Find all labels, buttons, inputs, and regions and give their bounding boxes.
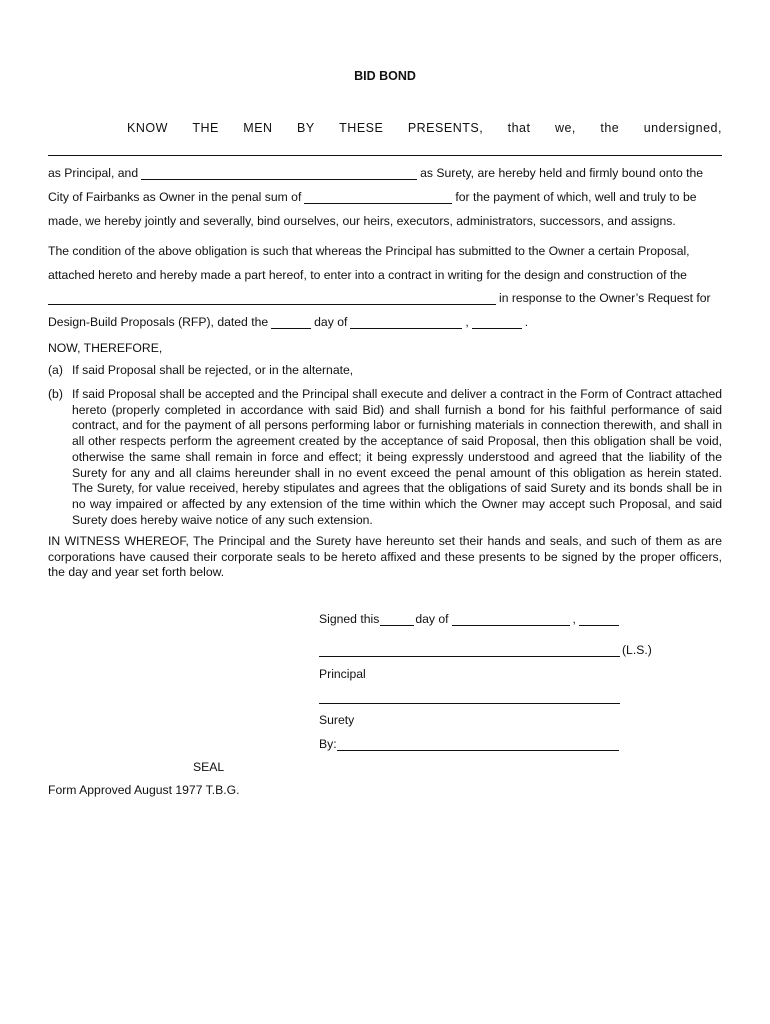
comma-text: , bbox=[465, 315, 469, 329]
intro-line bbox=[127, 121, 722, 135]
project-name-blank[interactable] bbox=[48, 292, 496, 305]
intro-word: BY bbox=[297, 121, 315, 135]
undersigned-blank-line[interactable] bbox=[48, 145, 722, 156]
by-signature-blank[interactable] bbox=[337, 738, 619, 751]
intro-word: undersigned, bbox=[643, 121, 722, 135]
signed-day-of-text: day of bbox=[415, 612, 449, 626]
principal-text: as Principal, and bbox=[48, 166, 139, 180]
seal-label: SEAL bbox=[193, 760, 225, 774]
signed-comma-text: , bbox=[572, 612, 576, 626]
intro-word: MEN bbox=[243, 121, 273, 135]
condition-text: The condition of the above obligation is such that whereas the Principal has submitted to the Owner a certain Proposal, bbox=[48, 244, 690, 258]
condition-line bbox=[48, 244, 722, 258]
now-therefore-line bbox=[48, 341, 722, 355]
dated-month-blank[interactable] bbox=[350, 316, 462, 329]
intro-word: THESE bbox=[339, 121, 384, 135]
penal-sum-line bbox=[48, 190, 722, 204]
now-therefore-text: NOW, THEREFORE, bbox=[48, 341, 163, 355]
dated-day-blank[interactable] bbox=[271, 316, 311, 329]
item-b-label: (b) bbox=[48, 387, 63, 401]
witness-paragraph: IN WITNESS WHEREOF, The Principal and the Surety have hereunto set their hands and seals, and such of them as are corporations have caused their corporate seals to be hereto affixed and these presents to be signed by the proper officers, the day and year set forth below. bbox=[48, 534, 722, 580]
surety-label: Surety bbox=[319, 713, 355, 727]
dated-year-blank[interactable] bbox=[472, 316, 522, 329]
document-title: BID BOND bbox=[354, 69, 416, 83]
day-of-text: day of bbox=[314, 315, 348, 329]
signed-text: Signed this bbox=[319, 612, 380, 626]
surety-signature-line[interactable] bbox=[319, 693, 620, 704]
principal-signature-line[interactable] bbox=[319, 646, 620, 657]
ls-label: (L.S.) bbox=[622, 643, 652, 657]
by-line bbox=[319, 737, 621, 751]
signed-year-blank[interactable] bbox=[579, 613, 619, 626]
principal-name-blank[interactable] bbox=[141, 167, 417, 180]
intro-word: we, bbox=[554, 121, 576, 135]
made-line bbox=[48, 214, 722, 228]
condition-item-b bbox=[48, 387, 722, 528]
item-a-label: (a) bbox=[48, 363, 63, 377]
city-text: City of Fairbanks as Owner in the penal sum of bbox=[48, 190, 302, 204]
design-build-line bbox=[48, 315, 722, 329]
signed-this-line bbox=[319, 612, 639, 626]
intro-word: PRESENTS, bbox=[407, 121, 484, 135]
intro-word: THE bbox=[192, 121, 219, 135]
principal-line bbox=[48, 166, 722, 180]
response-text: in response to the Owner’s Request for bbox=[499, 291, 711, 305]
project-line bbox=[48, 291, 722, 305]
principal-label: Principal bbox=[319, 667, 366, 681]
attached-text: attached hereto and hereby made a part hereof, to enter into a contract in writing for the design and construction of the bbox=[48, 268, 687, 282]
item-a-text: If said Proposal shall be rejected, or in the alternate, bbox=[72, 363, 354, 377]
attached-line bbox=[48, 268, 722, 282]
form-approved-note: Form Approved August 1977 T.B.G. bbox=[48, 783, 240, 797]
item-b-text: If said Proposal shall be accepted and the Principal shall execute and deliver a contract in the Form of Contract attached hereto (properly completed in accordance with said Bid) and shall furnish a bond for his faithful performance of said contract, and for the payment of all persons performing labor or furnishing materials in connection therewith, and shall in all other respects perform the agreement created by the acceptance of said Proposal, then this obligation shall be void, otherwise the same shall remain in force and effect; it being expressly understood and agreed that the liability of the Surety for any and all claims hereunder shall in no event exceed the penal amount of this obligation as herein stated. The Surety, for value received, hereby stipulates and agrees that the obligations of said Surety and its bonds shall be in no way impaired or affected by any extension of the time within which the Owner may accept such Proposal, and said Surety does hereby waive notice of any such extension. bbox=[72, 387, 722, 527]
by-label: By: bbox=[319, 737, 337, 751]
made-text: made, we hereby jointly and severally, bind ourselves, our heirs, executors, administrators, successors, and assigns. bbox=[48, 214, 676, 228]
intro-word: the bbox=[600, 121, 620, 135]
intro-word: KNOW bbox=[127, 121, 168, 135]
period-text: . bbox=[524, 315, 529, 329]
design-build-text: Design-Build Proposals (RFP), dated the bbox=[48, 315, 269, 329]
signed-month-blank[interactable] bbox=[452, 613, 570, 626]
condition-item-a bbox=[48, 363, 722, 379]
payment-text: for the payment of which, well and truly to be bbox=[455, 190, 697, 204]
intro-word: that bbox=[507, 121, 531, 135]
penal-sum-blank[interactable] bbox=[304, 191, 452, 204]
signed-day-blank[interactable] bbox=[380, 613, 414, 626]
surety-text: as Surety, are hereby held and firmly bound onto the bbox=[420, 166, 704, 180]
